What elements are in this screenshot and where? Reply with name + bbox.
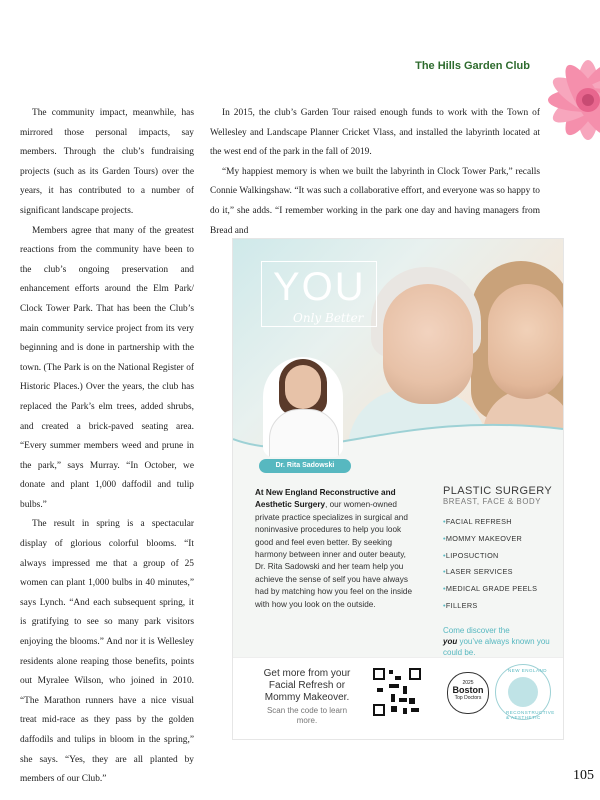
services-title: PLASTIC SURGERY — [443, 485, 553, 497]
badge-city: Boston — [452, 685, 484, 695]
services-subtitle: BREAST, FACE & BODY — [443, 497, 542, 506]
ad-photo-women — [233, 239, 563, 474]
page-number: 105 — [573, 768, 594, 783]
logo-text-top: NEW ENGLAND — [508, 668, 548, 673]
ad-tagline — [443, 625, 555, 658]
services-panel — [443, 485, 555, 658]
tagline-part: Come discover the — [443, 625, 510, 635]
only-better-script: Only Better — [293, 311, 364, 325]
tagline-part: you’ve always known you could be. — [443, 636, 550, 657]
cta-subtext: Scan the code to learn more. — [266, 706, 348, 725]
article-right-column — [210, 104, 540, 241]
magazine-section-title: The Hills Garden Club — [415, 60, 530, 72]
article-paragraph: In 2015, the club’s Garden Tour raised enough funds to work with the Town of Wellesley and Landscape Planner Cricket Vlass, and installed the labyrinth located at the west end of the park in the fall of 2019. — [210, 108, 540, 158]
advertisement — [232, 238, 564, 740]
badge-label: Top Doctors — [454, 695, 482, 701]
service-item: • LASER SERVICES — [443, 564, 555, 581]
badge-year: 2025 — [462, 680, 474, 686]
ad-description — [255, 487, 415, 611]
article-paragraph: The result in spring is a spectacular display of glorious colorful blooms. “It always impressed me that a group of 25 women can plant 1,000 bulbs in 40 minutes,” says Lynch. “And each subsequent spring, it is gratifying to see so many park visitors enjoying the blooms.” And nor it is Wellesley residents alone reaping those benefits, points out Myralee Wilson, who joined in 2010. “The Marathon runners have a nice visual treat mid-race as they pass by the golden daffodils and tulips in bloom in the spring,” she says. “Yes, they are all planted by members of our Club.” — [20, 519, 194, 785]
cta-text: Get more from your Facial Refresh or Mommy Makeover. — [263, 668, 351, 703]
article-left-column — [20, 104, 194, 790]
service-item: • MOMMY MAKEOVER — [443, 531, 555, 548]
tagline-you: you — [443, 636, 458, 646]
article-paragraph: Members agree that many of the greatest reactions from the community have been to the club’s ongoing preservation and enhancement efforts around the Elm Park/ Clock Tower Park. That has been the Club’s main community service project from its very beginning and is done in partnership with the town. (The Park is on the National Register of Historic Places.) Over the years, the club has replaced the Park’s elm trees, added shrubs, and created a brick-paved seating area. “Every summer members weed and prune in the park,” says Murray. “In October, we donate and plant 1,000 daffodil and tulip bulbs.” — [20, 225, 194, 510]
ad-practice-name: At New England Reconstructive and Aesthetic Surgery — [255, 488, 396, 510]
ad-description-text: , our women-owned private practice specializes in surgical and noninvasive procedures to help you look good and feel even better. By seeking harmony between inner and outer beauty, Dr. Rita Sadowski and her team help you achieve the sense of self you have always had by matching how you feel on the inside with how you look on the outside. — [255, 500, 413, 609]
ad-footer — [233, 657, 563, 740]
service-item: • MEDICAL GRADE PEELS — [443, 581, 555, 598]
practice-logo-icon — [495, 664, 555, 720]
service-item: • FACIAL REFRESH — [443, 514, 555, 531]
top-doctors-badge — [447, 672, 489, 714]
service-item: • LIPOSUCTION — [443, 548, 555, 565]
you-headline: YOU — [273, 265, 366, 309]
services-list — [443, 514, 555, 615]
qr-code-icon[interactable] — [373, 668, 421, 716]
doctor-name-tag: Dr. Rita Sadowski — [259, 459, 351, 473]
article-paragraph: The community impact, meanwhile, has mirrored those personal impacts, say members. Through the club’s fundraising projects (such as its Garden Tours) over the years, it has contributed to a number of significant landscape projects. — [20, 108, 194, 216]
doctor-portrait — [263, 357, 343, 457]
logo-text-bottom: RECONSTRUCTIVE & AESTHETIC — [506, 710, 555, 720]
article-paragraph: “My happiest memory is when we built the labyrinth in Clock Tower Park,” recalls Connie Walkingshaw. “It was such a collaborative effort, and everyone was so happy to do it,” she adds. “I remember working in the park one day and having managers from Bread and — [210, 166, 540, 236]
service-item: • FILLERS — [443, 598, 555, 615]
cta-block — [257, 668, 357, 726]
